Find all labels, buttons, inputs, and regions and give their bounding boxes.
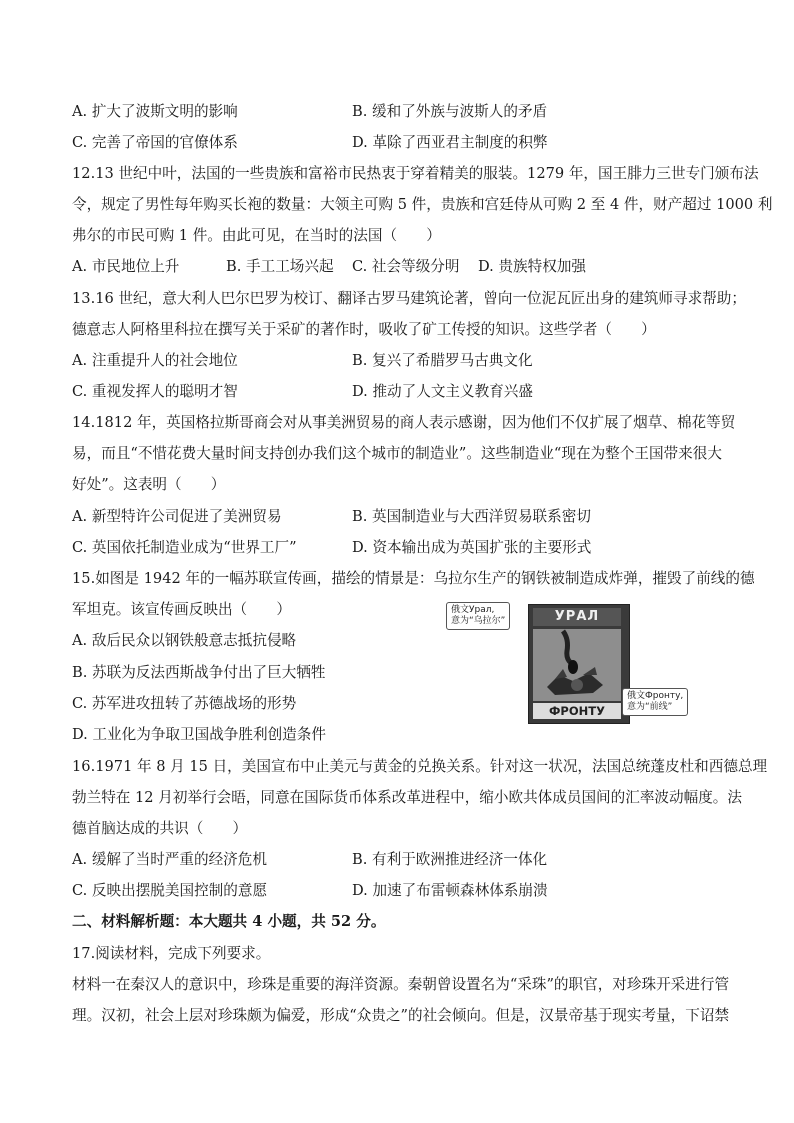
poster-illustration bbox=[533, 629, 621, 701]
q14-option-b: B. 英国制造业与大西洋贸易联系密切 bbox=[352, 508, 591, 525]
q13-option-a: A. 注重提升人的社会地位 bbox=[72, 352, 238, 369]
callout-ural-line-1: 俄文Урал, bbox=[451, 605, 495, 615]
q15-option-a: A. 敌后民众以钢铁般意志抵抗侵略 bbox=[72, 632, 297, 649]
q17-material-line-1: 材料一在秦汉人的意识中，珍珠是重要的海洋资源。秦朝曾设置名为“采珠”的职官，对珍珠开采进行管 bbox=[72, 976, 730, 993]
q12-option-d: D. 贵族特权加强 bbox=[478, 258, 587, 275]
q14-stem-line-1: 14.1812 年，英国格拉斯哥商会对从事美洲贸易的商人表示感谢，因为他们不仅扩展了烟草、棉花等贸 bbox=[72, 414, 736, 431]
q17-prompt: 17.阅读材料，完成下列要求。 bbox=[72, 945, 271, 962]
poster-bottom-word: ФРОНТУ bbox=[533, 703, 621, 719]
q12-option-c: C. 社会等级分明 bbox=[352, 258, 460, 275]
q12-stem-line-1: 12.13 世纪中叶，法国的一些贵族和富裕市民热衷于穿着精美的服装。1279 年，国王腓力三世专门颁布法 bbox=[72, 165, 759, 182]
q14-option-a: A. 新型特许公司促进了美洲贸易 bbox=[72, 508, 282, 525]
q12-stem-line-2: 令，规定了男性每年购买长袍的数量：大领主可购 5 件，贵族和宫廷侍从可购 2 至 4 件，财产超过 1000 利 bbox=[72, 196, 773, 213]
poster-frame bbox=[528, 604, 630, 724]
q16-stem-line-2: 勃兰特在 12 月初举行会晤，同意在国际货币体系改革进程中，缩小欧共体成员国间的汇率波动幅度。法 bbox=[72, 789, 742, 806]
q11-option-d: D. 革除了西亚君主制度的积弊 bbox=[352, 134, 548, 151]
q13-option-b: B. 复兴了希腊罗马古典文化 bbox=[352, 352, 533, 369]
q12-option-b: B. 手工工场兴起 bbox=[226, 258, 334, 275]
q12-option-a: A. 市民地位上升 bbox=[72, 258, 180, 275]
q16-option-b: B. 有利于欧洲推进经济一体化 bbox=[352, 851, 548, 868]
q12-stem-line-3: 弗尔的市民可购 1 件。由此可见，在当时的法国（ ） bbox=[72, 227, 441, 244]
q15-option-b: B. 苏联为反法西斯战争付出了巨大牺牲 bbox=[72, 664, 326, 681]
q11-option-c: C. 完善了帝国的官僚体系 bbox=[72, 134, 238, 151]
q13-stem-line-2: 德意志人阿格里科拉在撰写关于采矿的著作时，吸收了矿工传授的知识。这些学者（ ） bbox=[72, 321, 656, 338]
q13-option-d: D. 推动了人文主义教育兴盛 bbox=[352, 383, 533, 400]
section-2-heading: 二、材料解析题：本大题共 4 小题，共 52 分。 bbox=[72, 913, 386, 930]
q13-stem-line-1: 13.16 世纪，意大利人巴尔巴罗为校订、翻译古罗马建筑论著，曾向一位泥瓦匠出身的建筑师寻求帮助； bbox=[72, 290, 746, 307]
q15-option-d: D. 工业化为争取卫国战争胜利创造条件 bbox=[72, 726, 326, 743]
callout-front-line-1: 俄文Фронту, bbox=[627, 691, 684, 701]
q15-stem-line-2: 军坦克。该宣传画反映出（ ） bbox=[72, 601, 291, 618]
q16-stem-line-1: 16.1971 年 8 月 15 日，美国宣布中止美元与黄金的兑换关系。针对这一状况，法国总统蓬皮杜和西德总理 bbox=[72, 758, 768, 775]
q14-option-c: C. 英国依托制造业成为“世界工厂” bbox=[72, 539, 297, 556]
poster-callout-front bbox=[622, 688, 688, 716]
q14-stem-line-3: 好处”。这表明（ ） bbox=[72, 476, 226, 493]
q11-option-a: A. 扩大了波斯文明的影响 bbox=[72, 103, 238, 120]
poster-top-word: УРАЛ bbox=[533, 608, 621, 626]
q15-stem-line-1: 15.如图是 1942 年的一幅苏联宣传画，描绘的情景是：乌拉尔生产的钢铁被制造成炸弹，摧毁了前线的德 bbox=[72, 570, 755, 587]
soviet-poster-figure bbox=[440, 598, 722, 726]
q16-stem-line-3: 德首脑达成的共识（ ） bbox=[72, 820, 248, 837]
poster-callout-ural bbox=[446, 602, 510, 630]
q15-option-c: C. 苏军进攻扭转了苏德战场的形势 bbox=[72, 695, 297, 712]
q16-option-d: D. 加速了布雷顿森林体系崩溃 bbox=[352, 882, 548, 899]
q11-option-b: B. 缓和了外族与波斯人的矛盾 bbox=[352, 103, 548, 120]
q14-stem-line-2: 易，而且“不惜花费大量时间支持创办我们这个城市的制造业”。这些制造业“现在为整个王国带来很大 bbox=[72, 445, 722, 462]
q16-option-c: C. 反映出摆脱美国控制的意愿 bbox=[72, 882, 268, 899]
q14-option-d: D. 资本输出成为英国扩张的主要形式 bbox=[352, 539, 592, 556]
q17-material-line-2: 理。汉初，社会上层对珍珠颇为偏爱，形成“众贵之”的社会倾向。但是，汉景帝基于现实考量，下诏禁 bbox=[72, 1007, 730, 1024]
callout-front-line-2: 意为“前线” bbox=[627, 702, 673, 712]
bomb-and-tank-image bbox=[533, 629, 621, 701]
q16-option-a: A. 缓解了当时严重的经济危机 bbox=[72, 851, 267, 868]
callout-ural-line-2: 意为“乌拉尔” bbox=[451, 616, 506, 626]
q13-option-c: C. 重视发挥人的聪明才智 bbox=[72, 383, 238, 400]
